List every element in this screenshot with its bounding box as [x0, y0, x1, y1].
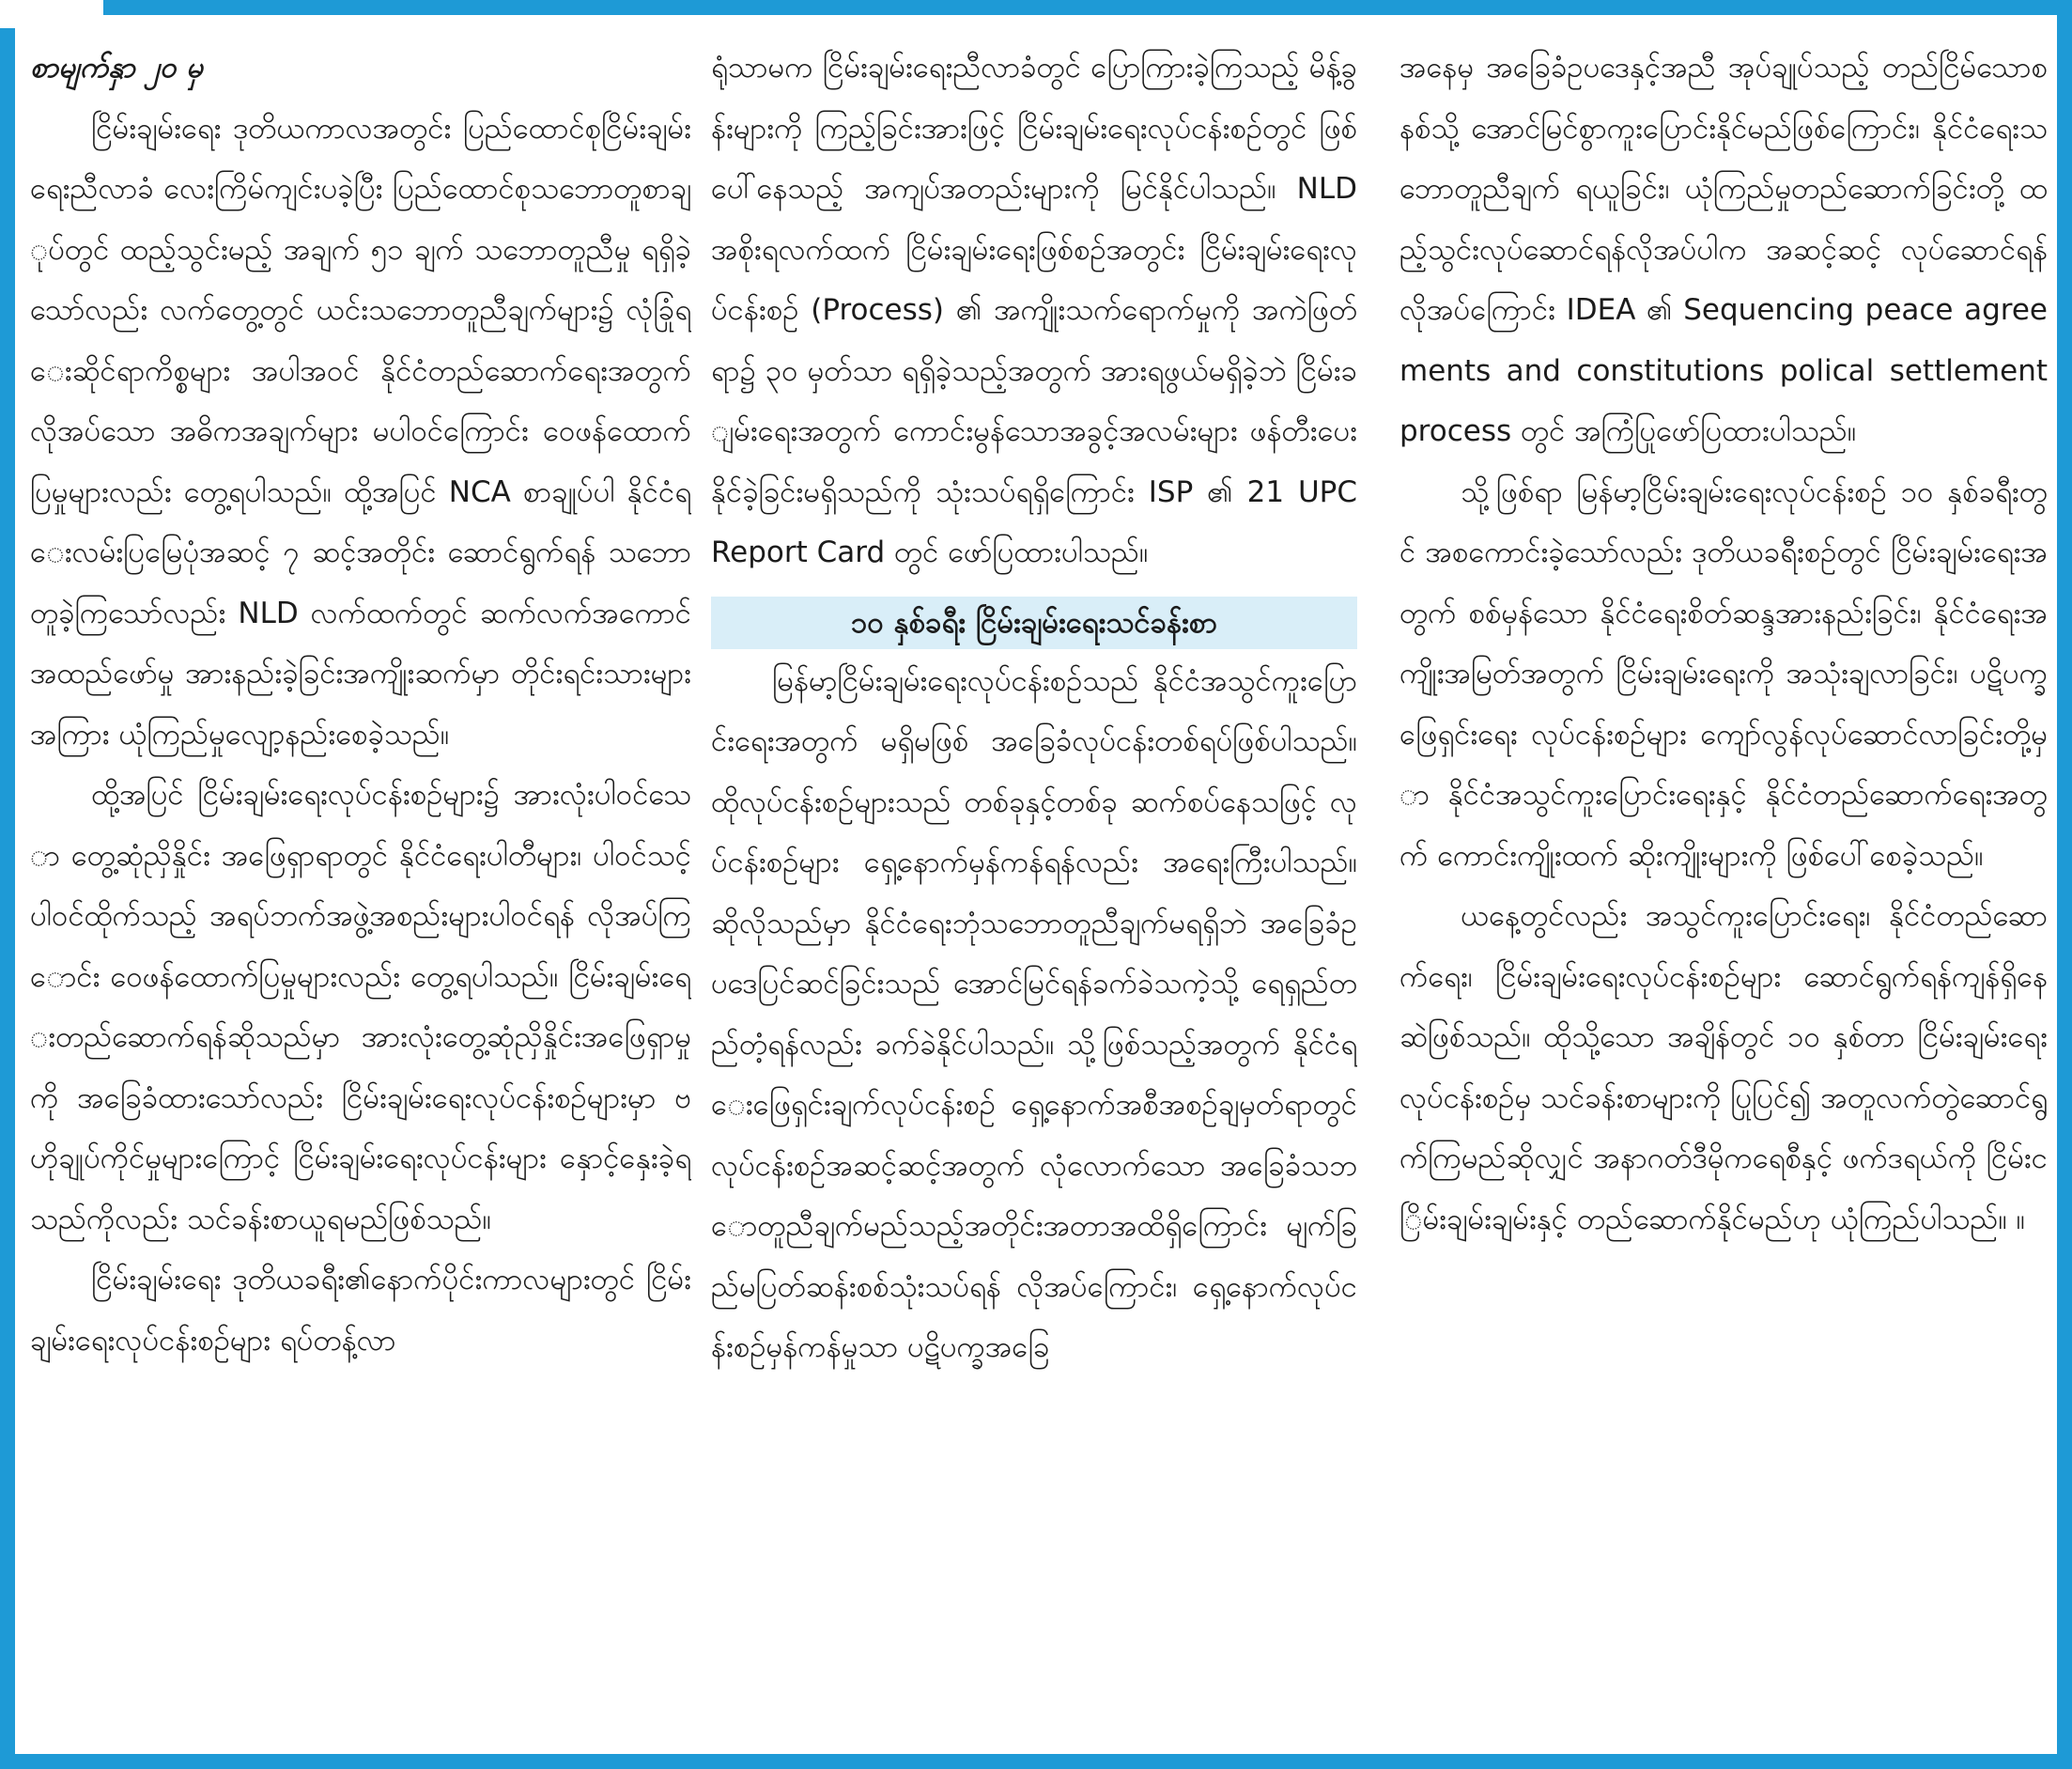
continued-from-note: စာမျက်နှာ ၂၀ မှ	[30, 51, 203, 85]
body-paragraph: ငြိမ်းချမ်းရေး ဒုတိယခရီး၏နောက်ပိုင်းကာလများတွင် ငြိမ်းချမ်းရေးလုပ်ငန်းစဉ်များ ရပ်တန့်လာ	[30, 1263, 691, 1358]
body-paragraph: ထို့အပြင် ငြိမ်းချမ်းရေးလုပ်ငန်းစဉ်များ၌ အားလုံးပါဝင်သော တွေ့ဆုံညှိနှိုင်း အဖြေရှာရာတွင် နိုင်ငံရေးပါတီများ၊ ပါဝင်သင့်ပါဝင်ထိုက်သည့် အရပ်ဘက်အဖွဲ့အစည်းများပါဝင်ရန် လိုအပ်ကြောင်း ဝေဖန်ထောက်ပြမှုများလည်း တွေ့ရပါသည်။ ငြိမ်းချမ်းရေးတည်ဆောက်ရန်ဆိုသည်မှာ အားလုံးတွေ့ဆုံညှိနှိုင်းအဖြေရှာမှုကို အခြေခံထားသော်လည်း ငြိမ်းချမ်းရေးလုပ်ငန်းစဉ်များမှာ ဗဟိုချုပ်ကိုင်မှုများကြောင့် ငြိမ်းချမ်းရေးလုပ်ငန်းများ နှောင့်နှေးခဲ့ရသည်ကိုလည်း သင်ခန်းစာယူရမည်ဖြစ်သည်။	[30, 778, 691, 1236]
article-column-2	[711, 38, 1357, 1741]
article-column-3	[1399, 38, 2048, 1741]
body-paragraph: ငြိမ်းချမ်းရေး ဒုတိယကာလအတွင်း ပြည်ထောင်စုငြိမ်းချမ်းရေးညီလာခံ လေးကြိမ်ကျင်းပခဲ့ပြီး ပြည်ထောင်စုသဘောတူစာချုပ်တွင် ထည့်သွင်းမည့် အချက် ၅၁ ချက် သဘောတူညီမှု ရရှိခဲ့သော်လည်း လက်တွေ့တွင် ယင်းသဘောတူညီချက်များ၌ လုံခြုံရေးဆိုင်ရာကိစ္စများ အပါအဝင် နိုင်ငံတည်ဆောက်ရေးအတွက် လိုအပ်သော အဓိကအချက်များ မပါဝင်ကြောင်း ဝေဖန်ထောက်ပြမှုများလည်း တွေ့ရပါသည်။ ထို့အပြင် NCA စာချုပ်ပါ နိုင်ငံရေးလမ်းပြမြေပုံအဆင့် ၇ ဆင့်အတိုင်း ဆောင်ရွက်ရန် သဘောတူခဲ့ကြသော်လည်း NLD လက်ထက်တွင် ဆက်လက်အကောင်အထည်ဖော်မှု အားနည်းခဲ့ခြင်းအကျိုးဆက်မှာ တိုင်းရင်းသားများအကြား ယုံကြည်မှုလျော့နည်းစေခဲ့သည်။	[30, 111, 691, 752]
frame-corner-notch	[0, 0, 103, 28]
article-column-1	[30, 38, 691, 1741]
body-paragraph: ယနေ့တွင်လည်း အသွင်ကူးပြောင်းရေး၊ နိုင်ငံတည်ဆောက်ရေး၊ ငြိမ်းချမ်းရေးလုပ်ငန်းစဉ်များ ဆောင်ရွက်ရန်ကျန်ရှိနေဆဲဖြစ်သည်။ ထိုသို့သော အချိန်တွင် ၁၀ နှစ်တာ ငြိမ်းချမ်းရေးလုပ်ငန်းစဉ်မှ သင်ခန်းစာများကို ပြုပြင်၍ အတူလက်တွဲဆောင်ရွက်ကြမည်ဆိုလျှင် အနာဂတ်ဒီမိုကရေစီနှင့် ဖက်ဒရယ်ကို ငြိမ်းငြိမ်းချမ်းချမ်းနှင့် တည်ဆောက်နိုင်မည်ဟု ယုံကြည်ပါသည်။ ။	[1399, 899, 2048, 1236]
body-paragraph: မြန်မာ့ငြိမ်းချမ်းရေးလုပ်ငန်းစဉ်သည် နိုင်ငံအသွင်ကူးပြောင်းရေးအတွက် မရှိမဖြစ် အခြေခံလုပ်ငန်းတစ်ရပ်ဖြစ်ပါသည်။ ထိုလုပ်ငန်းစဉ်များသည် တစ်ခုနှင့်တစ်ခု ဆက်စပ်နေသဖြင့် လုပ်ငန်းစဉ်များ ရှေ့နောက်မှန်ကန်ရန်လည်း အရေးကြီးပါသည်။ ဆိုလိုသည်မှာ နိုင်ငံရေးဘုံသဘောတူညီချက်မရရှိဘဲ အခြေခံဥပဒေပြင်ဆင်ခြင်းသည် အောင်မြင်ရန်ခက်ခဲသကဲ့သို့ ရေရှည်တည်တံ့ရန်လည်း ခက်ခဲနိုင်ပါသည်။ သို့ဖြစ်သည့်အတွက် နိုင်ငံရေးဖြေရှင်းချက်လုပ်ငန်းစဉ် ရှေ့နောက်အစီအစဉ်ချမှတ်ရာတွင် လုပ်ငန်းစဉ်အဆင့်ဆင့်အတွက် လုံလောက်သော အခြေခံသဘောတူညီချက်မည်သည့်အတိုင်းအတာအထိရှိကြောင်း မျက်ခြည်မပြတ်ဆန်းစစ်သုံးသပ်ရန် လိုအပ်ကြောင်း၊ ရှေ့နောက်လုပ်ငန်းစဉ်မှန်ကန်မှုသာ ပဋိပက္ခအခြေ	[711, 663, 1357, 1364]
body-paragraph-continued: ရုံသာမက ငြိမ်းချမ်းရေးညီလာခံတွင် ပြောကြားခဲ့ကြသည့် မိန့်ခွန်းများကို ကြည့်ခြင်းအားဖြင့် ငြိမ်းချမ်းရေးလုပ်ငန်းစဉ်တွင် ဖြစ်ပေါ်နေသည့် အကျပ်အတည်းများကို မြင်နိုင်ပါသည်။ NLD အစိုးရလက်ထက် ငြိမ်းချမ်းရေးဖြစ်စဉ်အတွင်း ငြိမ်းချမ်းရေးလုပ်ငန်းစဉ် (Process) ၏ အကျိုးသက်ရောက်မှုကို အကဲဖြတ်ရာ၌ ၃၀ မှတ်သာ ရရှိခဲ့သည့်အတွက် အားရဖွယ်မရှိခဲ့ဘဲ ငြိမ်းချမ်းရေးအတွက် ကောင်းမွန်သောအခွင့်အလမ်းများ ဖန်တီးပေးနိုင်ခဲ့ခြင်းမရှိသည်ကို သုံးသပ်ရရှိကြောင်း ISP ၏ 21 UPC Report Card တွင် ဖော်ပြထားပါသည်။	[711, 51, 1357, 569]
body-paragraph-continued: အနေမှ အခြေခံဥပဒေနှင့်အညီ အုပ်ချုပ်သည့် တည်ငြိမ်သောစနစ်သို့ အောင်မြင်စွာကူးပြောင်းနိုင်မည်ဖြစ်ကြောင်း၊ နိုင်ငံရေးသဘောတူညီချက် ရယူခြင်း၊ ယုံကြည်မှုတည်ဆောက်ခြင်းတို့ ထည့်သွင်းလုပ်ဆောင်ရန်လိုအပ်ပါက အဆင့်ဆင့် လုပ်ဆောင်ရန် လိုအပ်ကြောင်း IDEA ၏ Sequencing peace agreements and constitutions polical settlement process တွင် အကြံပြုဖော်ပြထားပါသည်။	[1399, 51, 2048, 448]
section-subheading: ၁၀ နှစ်ခရီး ငြိမ်းချမ်းရေးသင်ခန်းစာ	[711, 597, 1357, 649]
body-paragraph: သို့ဖြစ်ရာ မြန်မာ့ငြိမ်းချမ်းရေးလုပ်ငန်းစဉ် ၁၀ နှစ်ခရီးတွင် အစကောင်းခဲ့သော်လည်း ဒုတိယခရီးစဉ်တွင် ငြိမ်းချမ်းရေးအတွက် စစ်မှန်သော နိုင်ငံရေးစိတ်ဆန္ဒအားနည်းခြင်း၊ နိုင်ငံရေးအကျိုးအမြတ်အတွက် ငြိမ်းချမ်းရေးကို အသုံးချလာခြင်း၊ ပဋိပက္ခဖြေရှင်းရေး လုပ်ငန်းစဉ်များ ကျော်လွန်လုပ်ဆောင်လာခြင်းတို့မှာ နိုင်ငံအသွင်ကူးပြောင်းရေးနှင့် နိုင်ငံတည်ဆောက်ရေးအတွက် ကောင်းကျိုးထက် ဆိုးကျိုးများကို ဖြစ်ပေါ်စေခဲ့သည်။	[1399, 474, 2048, 873]
